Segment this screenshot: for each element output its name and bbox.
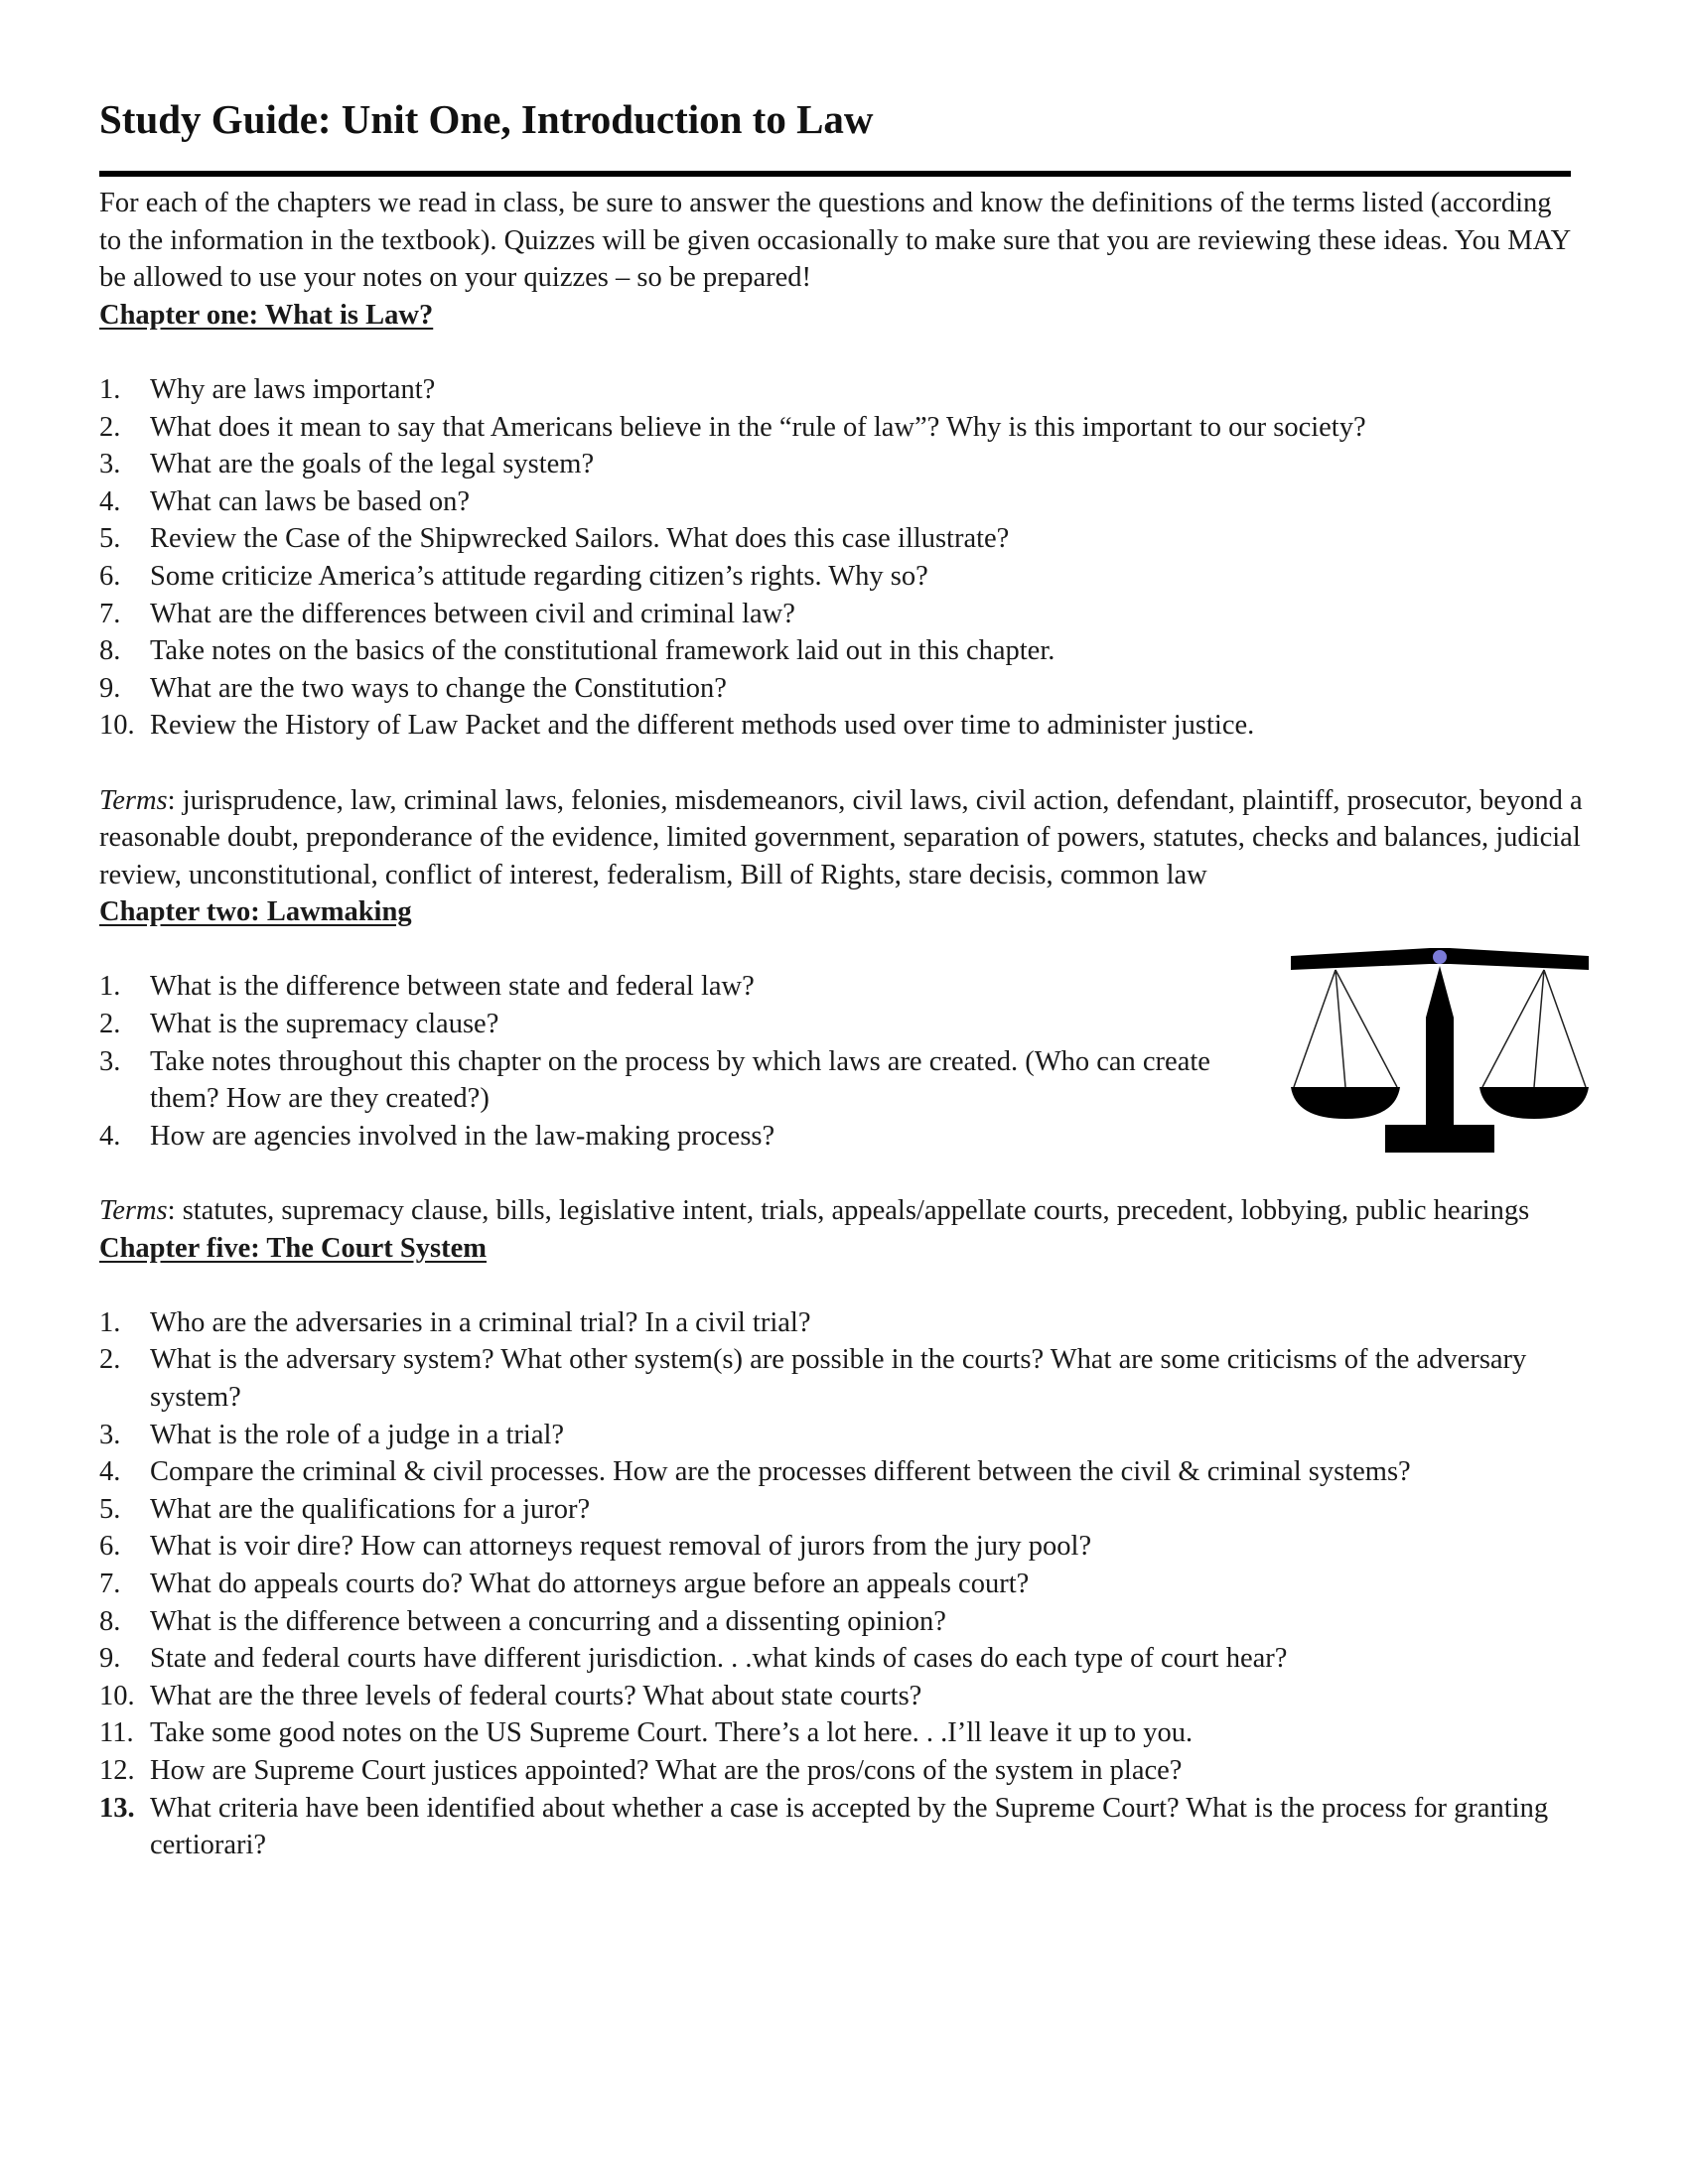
list-item: 4. How are agencies involved in the law-making process? xyxy=(99,1120,775,1152)
chapter-one-heading: Chapter one: What is Law? xyxy=(99,299,434,331)
list-item: 4. What can laws be based on? xyxy=(99,485,471,517)
list-item: 8. Take notes on the basics of the constitutional framework laid out in this chapter. xyxy=(99,635,1055,667)
list-item: 1. What is the difference between state and federal law? xyxy=(99,971,755,1003)
terms-label: Terms xyxy=(99,1195,168,1227)
list-item: 10. Review the History of Law Packet and the different methods used over time to administer justice. xyxy=(99,710,1255,742)
list-item: 13. What criteria have been identified about whether a case is accepted by the Supreme Court? What is the process for granting certiorari? xyxy=(99,1792,1549,1861)
list-item: 10. What are the three levels of federal courts? What about state courts? xyxy=(99,1680,922,1711)
list-item: 6. What is voir dire? How can attorneys request removal of jurors from the jury pool? xyxy=(99,1531,1092,1563)
list-item: 1. Why are laws important? xyxy=(99,373,436,405)
list-item: 12. How are Supreme Court justices appointed? What are the pros/cons of the system in place? xyxy=(99,1754,1183,1786)
list-item: 9. State and federal courts have different jurisdiction. . .what kinds of cases do each type of court hear? xyxy=(99,1643,1288,1675)
list-item: 7. What do appeals courts do? What do attorneys argue before an appeals court? xyxy=(99,1568,1030,1599)
document-body xyxy=(99,185,1589,1901)
list-item: 11. Take some good notes on the US Supreme Court. There’s a lot here. . .I’ll leave it up to you. xyxy=(99,1717,1194,1749)
list-item: 5. Review the Case of the Shipwrecked Sailors. What does this case illustrate? xyxy=(99,523,1010,555)
chapter-one-questions xyxy=(99,371,1589,745)
chapter-five-heading: Chapter five: The Court System xyxy=(99,1232,487,1264)
list-item: 7. What are the differences between civil and criminal law? xyxy=(99,598,795,629)
list-item: 3. What is the role of a judge in a trial? xyxy=(99,1419,565,1450)
list-item: 4. Compare the criminal & civil processes. How are the processes different between the civil & criminal systems? xyxy=(99,1456,1411,1488)
chapter-two-questions xyxy=(99,968,1241,1155)
list-item: 3. Take notes throughout this chapter on the process by which laws are created. (Who can create them? How are they created?) xyxy=(99,1045,1210,1115)
list-item: 2. What is the supremacy clause? xyxy=(99,1009,499,1040)
list-item: 6. Some criticize America’s attitude regarding citizen’s rights. Why so? xyxy=(99,560,928,592)
list-item: 2. What is the adversary system? What other system(s) are possible in the courts? What are some criticisms of the adversary system? xyxy=(99,1344,1527,1413)
chapter-one-terms: Terms: jurisprudence, law, criminal laws, felonies, misdemeanors, civil laws, civil action, defendant, plaintiff, prosecutor, beyond a reasonable doubt, preponderance of the evidence, limited government, separation of powers, statutes, checks and balances, judicial review, unconstitutional, conflict of interest, federalism, Bill of Rights, stare decisis, common law xyxy=(99,784,1583,890)
list-item: 3. What are the goals of the legal system? xyxy=(99,449,595,480)
chapter-two-heading: Chapter two: Lawmaking xyxy=(99,896,412,928)
list-item: 9. What are the two ways to change the Constitution? xyxy=(99,672,727,704)
terms-label: Terms xyxy=(99,784,168,816)
list-item: 8. What is the difference between a concurring and a dissenting opinion? xyxy=(99,1605,946,1637)
list-item: 2. What does it mean to say that Americans believe in the “rule of law”? Why is this important to our society? xyxy=(99,411,1366,443)
page-title: Study Guide: Unit One, Introduction to Law xyxy=(99,96,874,142)
chapter-two-terms: Terms: statutes, supremacy clause, bills, legislative intent, trials, appeals/appellate courts, precedent, lobbying, public hearings xyxy=(99,1195,1530,1227)
chapter-five-questions xyxy=(99,1304,1589,1864)
intro-paragraph: For each of the chapters we read in class, be sure to answer the questions and know the definitions of the terms listed (according to the information in the textbook). Quizzes will be given occasionally to make sure that you are reviewing these ideas. You MAY be allowed to use your notes on your quizzes – so be prepared! xyxy=(99,188,1571,294)
list-item: 1. Who are the adversaries in a criminal trial? In a civil trial? xyxy=(99,1306,811,1338)
list-item: 5. What are the qualifications for a juror? xyxy=(99,1493,591,1525)
title-rule xyxy=(99,171,1571,177)
